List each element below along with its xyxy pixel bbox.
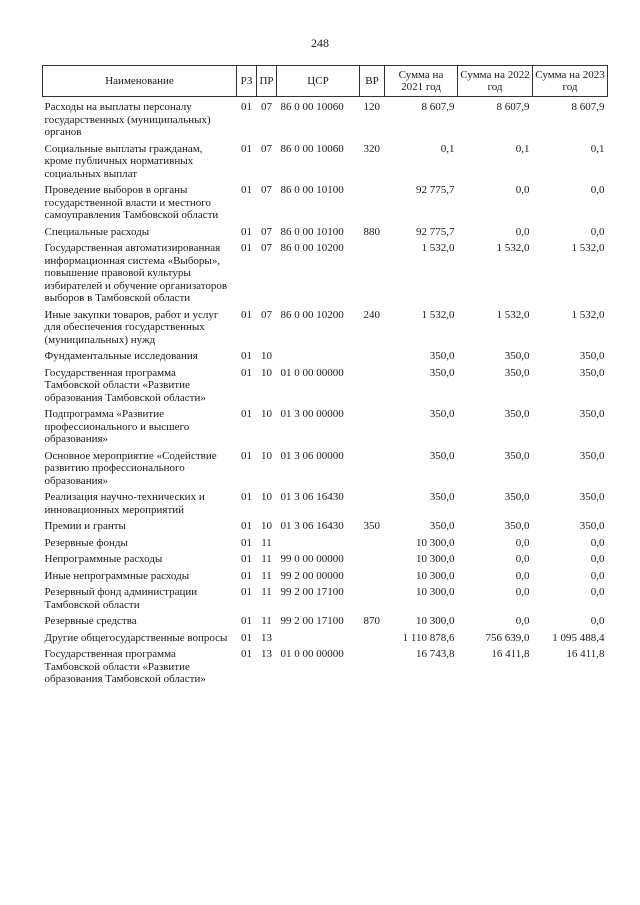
cell-sum-2021: 350,0 — [429, 366, 455, 379]
cell-sum-2022: 350,0 — [504, 408, 530, 420]
cell-vr — [360, 450, 385, 492]
cell-sum-2023: 0,0 — [590, 225, 605, 238]
cell-pr: 11 — [261, 569, 272, 582]
cell-rz: 01 — [241, 615, 252, 627]
cell-vr: 880 — [363, 225, 380, 238]
cell-sum-2023: 350,0 — [579, 520, 605, 532]
cell-vr: 870 — [363, 615, 380, 627]
header-pr: ПР — [257, 66, 277, 97]
cell-pr: 11 — [261, 553, 272, 565]
cell-pr: 07 — [261, 184, 272, 196]
cell-sum-2023: 16 411,8 — [566, 648, 605, 660]
cell-sum-2022: 0,0 — [515, 569, 530, 582]
cell-rz: 01 — [241, 308, 252, 321]
cell-name: Резервный фонд администрации Тамбовской области — [44, 586, 198, 611]
cell-sum-2022: 350,0 — [504, 350, 530, 362]
cell-sum-2021: 16 743,8 — [416, 648, 455, 660]
cell-sum-2022: 16 411,8 — [491, 648, 530, 660]
cell-name: Основное мероприятие «Содействие развитию профессионального образования» — [44, 449, 217, 487]
cell-csr: 01 3 06 16430 — [280, 491, 344, 503]
cell-vr — [360, 586, 385, 615]
cell-sum-2021: 350,0 — [429, 520, 455, 532]
cell-rz: 01 — [241, 569, 252, 582]
cell-name: Фундаментальные исследования — [44, 350, 198, 362]
cell-rz: 01 — [241, 225, 252, 238]
cell-name: Государственная автоматизированная информационная система «Выборы», повышение правовой культуры избирателей и обучение организаторов выборов в Тамбовской области — [44, 242, 228, 304]
cell-vr — [360, 350, 385, 367]
table-row — [43, 309, 608, 351]
table-row — [43, 367, 608, 409]
cell-rz: 01 — [241, 648, 252, 660]
cell-vr: 350 — [363, 520, 380, 532]
table-row — [43, 491, 608, 520]
cell-vr — [360, 242, 385, 309]
cell-pr: 11 — [261, 586, 272, 598]
cell-sum-2022: 1 532,0 — [496, 242, 530, 254]
cell-sum-2023: 0,0 — [590, 586, 605, 598]
cell-sum-2023: 1 095 488,4 — [552, 631, 605, 644]
cell-rz: 01 — [241, 366, 252, 379]
cell-pr: 07 — [261, 242, 272, 254]
cell-sum-2023: 0,0 — [590, 536, 605, 549]
cell-pr: 10 — [261, 449, 272, 462]
table-row — [43, 450, 608, 492]
budget-table — [42, 65, 608, 690]
cell-name: Иные закупки товаров, работ и услуг для обеспечения государственных (муниципальных) нужд — [44, 308, 219, 346]
table-row — [43, 226, 608, 243]
cell-sum-2021: 350,0 — [429, 408, 455, 420]
cell-name: Премии и гранты — [44, 520, 126, 532]
cell-sum-2023: 350,0 — [579, 449, 605, 462]
cell-rz: 01 — [241, 553, 252, 565]
table-body — [43, 97, 608, 690]
cell-name: Государственная программа Тамбовской области «Развитие образования Тамбовской области» — [44, 366, 206, 404]
cell-rz: 01 — [241, 408, 252, 420]
cell-name: Государственная программа Тамбовской области «Развитие образования Тамбовской области» — [44, 648, 206, 685]
cell-pr: 11 — [261, 615, 272, 627]
cell-rz: 01 — [241, 520, 252, 532]
cell-sum-2021: 10 300,0 — [416, 569, 455, 582]
cell-sum-2023: 8 607,9 — [571, 101, 605, 113]
table-row — [43, 520, 608, 537]
cell-csr: 99 2 00 17100 — [280, 615, 344, 627]
table-row — [43, 586, 608, 615]
cell-csr: 86 0 00 10200 — [280, 308, 344, 321]
cell-sum-2023: 0,0 — [590, 569, 605, 582]
cell-csr — [277, 350, 360, 367]
cell-pr: 10 — [261, 408, 272, 420]
cell-csr: 86 0 00 10060 — [280, 101, 344, 113]
cell-rz: 01 — [241, 586, 252, 598]
table-header-row — [43, 66, 608, 97]
cell-name: Непрограммные расходы — [44, 553, 163, 565]
page-number: 248 — [311, 36, 329, 50]
header-csr: ЦСР — [277, 66, 360, 97]
cell-name: Реализация научно-технических и инновационных мероприятий — [44, 491, 205, 516]
cell-vr — [360, 648, 385, 690]
cell-sum-2023: 0,0 — [590, 184, 605, 196]
cell-vr: 240 — [363, 308, 380, 321]
cell-sum-2021: 8 607,9 — [421, 101, 455, 113]
cell-csr: 99 0 00 00000 — [280, 553, 344, 565]
cell-sum-2022: 350,0 — [504, 520, 530, 532]
cell-rz: 01 — [241, 242, 252, 254]
cell-name: Другие общегосударственные вопросы — [44, 631, 228, 644]
cell-sum-2021: 1 532,0 — [421, 308, 455, 321]
cell-pr: 07 — [261, 225, 272, 238]
table-row — [43, 632, 608, 649]
table-row — [43, 184, 608, 226]
cell-name: Подпрограмма «Развитие профессионального и высшего образования» — [44, 408, 190, 445]
table-row — [43, 648, 608, 690]
cell-rz: 01 — [241, 449, 252, 462]
cell-vr: 120 — [363, 101, 380, 113]
table-row — [43, 143, 608, 185]
header-rz: РЗ — [237, 66, 257, 97]
cell-sum-2021: 350,0 — [429, 491, 455, 503]
cell-sum-2023: 0,0 — [590, 553, 605, 565]
cell-csr: 99 2 00 00000 — [280, 569, 344, 582]
cell-sum-2021: 350,0 — [429, 350, 455, 362]
cell-rz: 01 — [241, 184, 252, 196]
cell-vr — [360, 570, 385, 587]
cell-rz: 01 — [241, 491, 252, 503]
cell-csr — [277, 632, 360, 649]
cell-sum-2021: 1 110 878,6 — [402, 631, 455, 644]
cell-name: Специальные расходы — [44, 225, 150, 238]
cell-sum-2023: 350,0 — [579, 366, 605, 379]
cell-name: Иные непрограммные расходы — [44, 569, 190, 582]
cell-csr: 01 3 06 00000 — [280, 449, 344, 462]
cell-pr: 10 — [261, 350, 272, 362]
cell-pr: 10 — [261, 520, 272, 532]
cell-sum-2022: 350,0 — [504, 449, 530, 462]
cell-name: Расходы на выплаты персоналу государственных (муниципальных) органов — [44, 101, 211, 138]
table-row — [43, 570, 608, 587]
header-sum-2023: Сумма на 2023 год — [533, 66, 608, 97]
cell-csr — [277, 537, 360, 554]
cell-sum-2023: 1 532,0 — [571, 242, 605, 254]
cell-name: Резервные средства — [44, 615, 137, 627]
cell-pr: 07 — [261, 142, 272, 155]
table-row — [43, 553, 608, 570]
cell-csr: 86 0 00 10060 — [280, 142, 344, 155]
table-row — [43, 97, 608, 143]
cell-csr: 86 0 00 10200 — [280, 242, 344, 254]
cell-sum-2021: 1 532,0 — [421, 242, 455, 254]
cell-csr: 86 0 00 10100 — [280, 225, 344, 238]
header-vr: ВР — [360, 66, 385, 97]
table-row — [43, 615, 608, 632]
cell-vr — [360, 367, 385, 409]
cell-sum-2023: 350,0 — [579, 491, 605, 503]
cell-rz: 01 — [241, 101, 252, 113]
cell-sum-2022: 0,0 — [515, 553, 530, 565]
cell-sum-2021: 10 300,0 — [416, 536, 455, 549]
table-row — [43, 350, 608, 367]
cell-sum-2022: 0,0 — [515, 615, 530, 627]
cell-sum-2022: 0,0 — [515, 184, 530, 196]
cell-csr: 01 0 00 00000 — [280, 648, 344, 660]
cell-name: Проведение выборов в органы государственной власти и местного самоуправления Тамбовской области — [44, 184, 219, 221]
table-row — [43, 242, 608, 309]
cell-vr: 320 — [363, 142, 380, 155]
header-name: Наименование — [43, 66, 237, 97]
header-sum-2021: Сумма на 2021 год — [385, 66, 458, 97]
cell-rz: 01 — [241, 536, 252, 549]
cell-sum-2022: 1 532,0 — [496, 308, 530, 321]
cell-sum-2022: 350,0 — [504, 491, 530, 503]
cell-sum-2022: 350,0 — [504, 366, 530, 379]
table-row — [43, 408, 608, 450]
cell-sum-2023: 350,0 — [579, 350, 605, 362]
cell-sum-2021: 0,1 — [440, 142, 455, 155]
cell-pr: 13 — [261, 648, 272, 660]
cell-sum-2022: 8 607,9 — [496, 101, 530, 113]
cell-vr — [360, 184, 385, 226]
cell-vr — [360, 553, 385, 570]
cell-sum-2023: 1 532,0 — [571, 308, 605, 321]
cell-rz: 01 — [241, 631, 252, 644]
cell-sum-2022: 0,0 — [515, 586, 530, 598]
cell-name: Социальные выплаты гражданам, кроме публичных нормативных социальных выплат — [44, 142, 203, 180]
cell-rz: 01 — [241, 350, 252, 362]
cell-sum-2021: 92 775,7 — [416, 225, 455, 238]
cell-rz: 01 — [241, 142, 252, 155]
cell-sum-2023: 350,0 — [579, 408, 605, 420]
cell-vr — [360, 408, 385, 450]
cell-csr: 01 0 00 00000 — [280, 366, 344, 379]
cell-csr: 01 3 06 16430 — [280, 520, 344, 532]
cell-csr: 86 0 00 10100 — [280, 184, 344, 196]
cell-sum-2022: 0,0 — [515, 225, 530, 238]
table-row — [43, 537, 608, 554]
header-sum-2022: Сумма на 2022 год — [458, 66, 533, 97]
cell-sum-2021: 10 300,0 — [416, 586, 455, 598]
cell-pr: 11 — [261, 536, 272, 549]
cell-csr: 99 2 00 17100 — [280, 586, 344, 598]
cell-sum-2023: 0,0 — [590, 615, 605, 627]
cell-sum-2021: 350,0 — [429, 449, 455, 462]
cell-sum-2022: 0,1 — [515, 142, 530, 155]
cell-vr — [360, 537, 385, 554]
cell-pr: 10 — [261, 491, 272, 503]
cell-sum-2023: 0,1 — [590, 142, 605, 155]
cell-pr: 13 — [261, 631, 272, 644]
cell-vr — [360, 632, 385, 649]
cell-sum-2022: 0,0 — [515, 536, 530, 549]
cell-name: Резервные фонды — [44, 536, 128, 549]
cell-csr: 01 3 00 00000 — [280, 408, 344, 420]
cell-pr: 07 — [261, 308, 272, 321]
cell-vr — [360, 491, 385, 520]
cell-sum-2021: 92 775,7 — [416, 184, 455, 196]
cell-pr: 10 — [261, 366, 272, 379]
cell-sum-2021: 10 300,0 — [416, 553, 455, 565]
cell-pr: 07 — [261, 101, 272, 113]
cell-sum-2021: 10 300,0 — [416, 615, 455, 627]
cell-sum-2022: 756 639,0 — [485, 631, 530, 644]
